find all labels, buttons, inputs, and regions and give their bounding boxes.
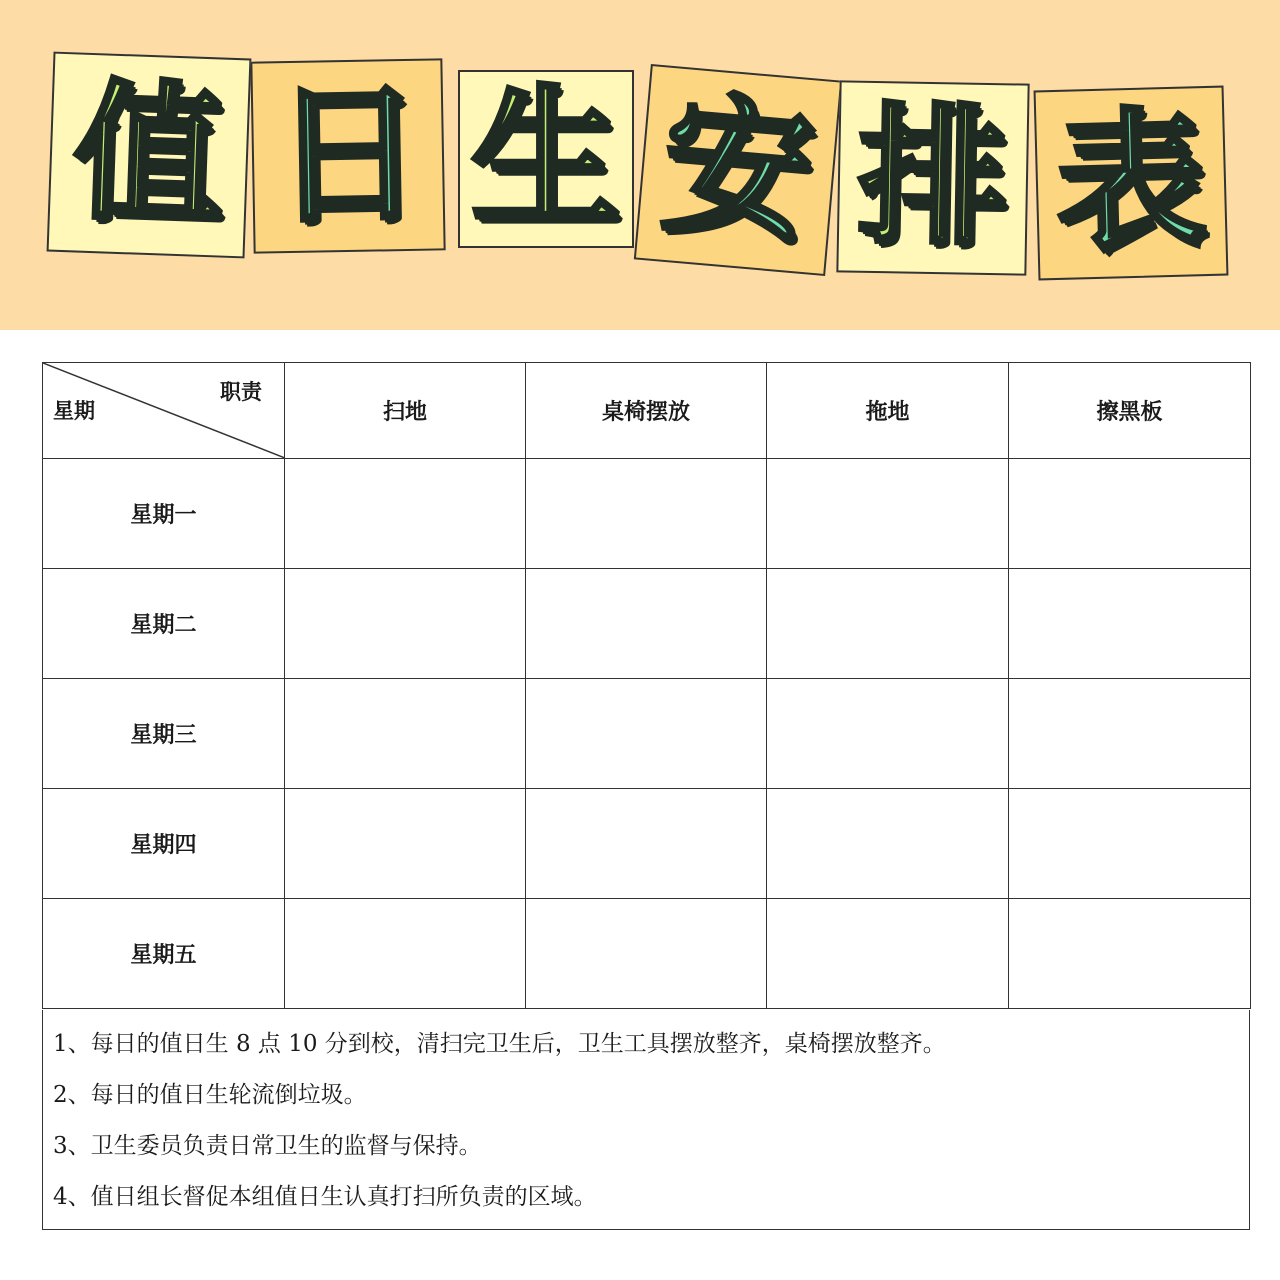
duty-cell[interactable] (285, 899, 526, 1009)
title-char-1: 值 (70, 65, 227, 245)
row-header-wednesday: 星期三 (43, 679, 285, 789)
table-row (43, 789, 1251, 899)
row-header-monday: 星期一 (43, 459, 285, 569)
duty-cell[interactable] (285, 569, 526, 679)
table-row (43, 459, 1251, 569)
row-header-thursday: 星期四 (43, 789, 285, 899)
title-char-3: 生 (470, 72, 621, 246)
rule-2: 2、每日的值日生轮流倒垃圾。 (53, 1082, 367, 1108)
duty-cell[interactable] (526, 789, 767, 899)
title-tile-4 (634, 64, 842, 276)
table-row (43, 569, 1251, 679)
title-char-5: 排 (856, 89, 1010, 267)
duty-cell[interactable] (285, 789, 526, 899)
duty-cell[interactable] (767, 569, 1009, 679)
corner-label-duty: 职责 (220, 380, 262, 404)
title-tile-1 (47, 52, 252, 259)
duty-cell[interactable] (285, 459, 526, 569)
title-tile-6 (1034, 86, 1229, 281)
duty-cell[interactable] (1009, 789, 1251, 899)
duty-cell[interactable] (767, 789, 1009, 899)
title-tile-3 (458, 70, 634, 248)
duty-cell[interactable] (767, 459, 1009, 569)
duty-cell[interactable] (1009, 459, 1251, 569)
header-row (43, 363, 1251, 459)
duty-cell[interactable] (767, 679, 1009, 789)
column-header-blackboard: 擦黑板 (1009, 363, 1251, 459)
row-header-tuesday: 星期二 (43, 569, 285, 679)
column-header-desks: 桌椅摆放 (526, 363, 767, 459)
duty-cell[interactable] (526, 679, 767, 789)
corner-cell (43, 363, 285, 459)
corner-label-weekday: 星期 (53, 399, 95, 423)
title-tile-2 (250, 58, 445, 253)
duty-cell[interactable] (526, 569, 767, 679)
duty-table (42, 362, 1251, 1009)
column-header-mop: 拖地 (767, 363, 1009, 459)
title-tile-5 (836, 80, 1029, 275)
rules-box (42, 1010, 1250, 1230)
duty-cell[interactable] (1009, 679, 1251, 789)
title-char-2: 日 (271, 67, 425, 245)
duty-cell[interactable] (526, 459, 767, 569)
rule-1: 1、每日的值日生 8 点 10 分到校，清扫完卫生后，卫生工具摆放整齐，桌椅摆放整齐。 (53, 1031, 946, 1057)
title-char-4: 安 (655, 76, 821, 264)
rule-3: 3、卫生委员负责日常卫生的监督与保持。 (53, 1133, 482, 1159)
row-header-friday: 星期五 (43, 899, 285, 1009)
duty-cell[interactable] (526, 899, 767, 1009)
duty-cell[interactable] (767, 899, 1009, 1009)
duty-cell[interactable] (1009, 899, 1251, 1009)
table-row (43, 899, 1251, 1009)
title-banner (0, 0, 1280, 330)
title-char-6: 表 (1053, 94, 1209, 272)
rule-4: 4、值日组长督促本组值日生认真打扫所负责的区域。 (53, 1184, 597, 1210)
duty-cell[interactable] (1009, 569, 1251, 679)
table-row (43, 679, 1251, 789)
column-header-sweep: 扫地 (285, 363, 526, 459)
duty-cell[interactable] (285, 679, 526, 789)
